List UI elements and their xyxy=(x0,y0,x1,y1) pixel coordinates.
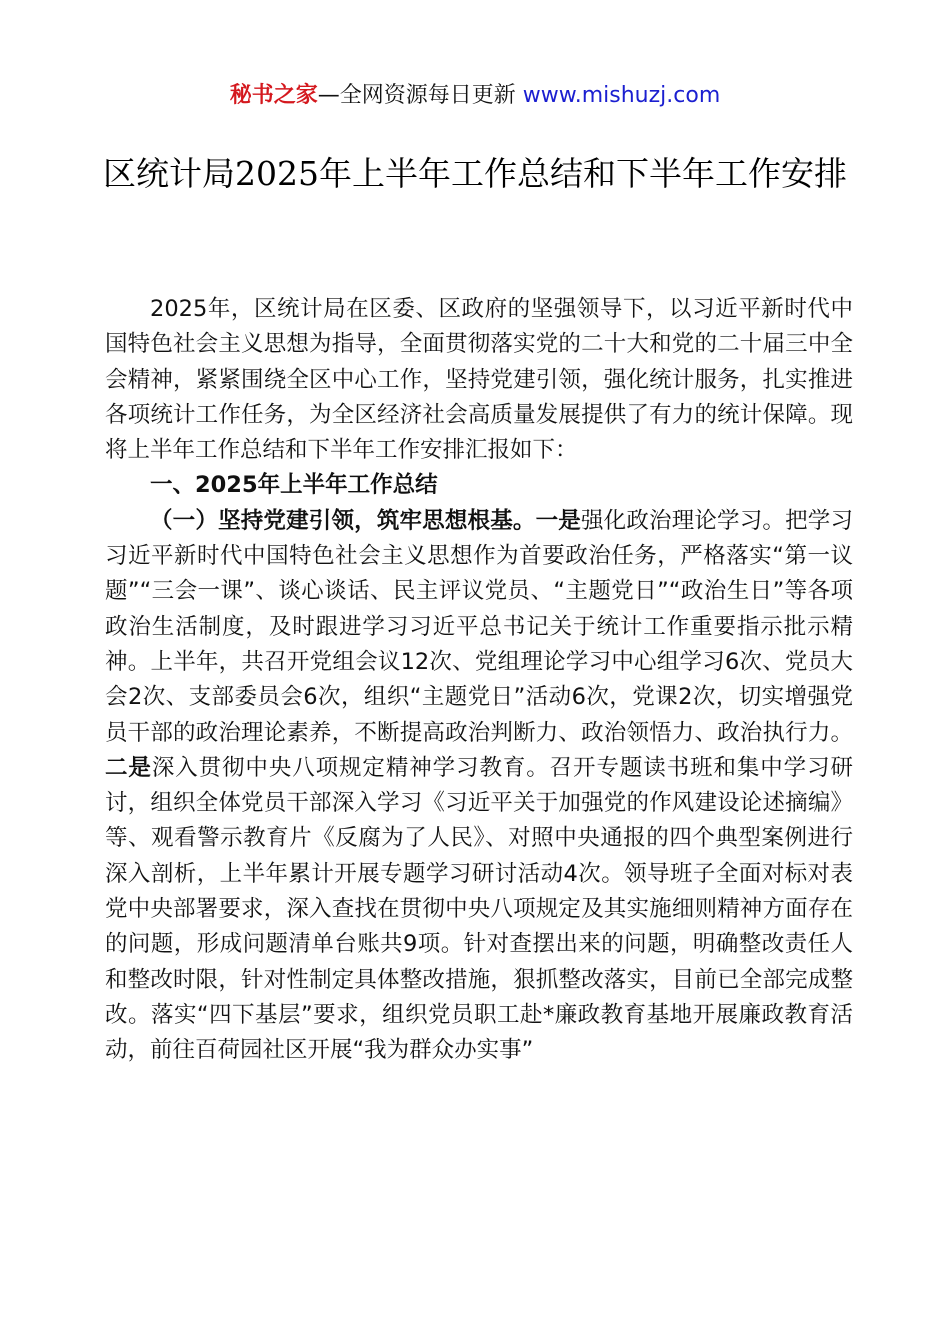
section-heading: 一、2025年上半年工作总结 xyxy=(150,472,438,499)
item-paragraph xyxy=(105,504,853,1069)
first-point-text: 强化政治理论学习。把学习习近平新时代中国特色社会主义思想作为首要政治任务，严格落实“第一议题”“三会一课”、谈心谈话、民主评议党员、“主题党日”“政治生日”等各项政治生活制度，及时跟进学习习近平总书记关于统计工作重要指示批示精神。上半年，共召开党组会议12次、党组理论学习中心组学习6次、党员大会2次、支部委员会6次，组织“主题党日”活动6次，党课2次，切实增强党员干部的政治理论素养，不断提高政治判断力、政治领悟力、政治执行力。 xyxy=(105,507,853,746)
site-tagline: —全网资源每日更新 xyxy=(317,83,523,108)
item-heading: （一）坚持党建引领，筑牢思想根基。 xyxy=(150,507,536,534)
brand-name: 秘书之家 xyxy=(229,83,318,108)
site-url-link[interactable]: www.mishuzj.com xyxy=(522,83,721,108)
site-header xyxy=(0,80,950,112)
first-point-marker: 一是 xyxy=(535,507,581,534)
document-body xyxy=(105,292,853,1069)
second-point-marker: 二是 xyxy=(105,754,152,781)
second-point-text: 深入贯彻中央八项规定精神学习教育。召开专题读书班和集中学习研讨，组织全体党员干部深入学习《习近平关于加强党的作风建设论述摘编》等、观看警示教育片《反腐为了人民》、对照中央通报的四个典型案例进行深入剖析，上半年累计开展专题学习研讨活动4次。领导班子全面对标对表党中央部署要求，深入查找在贯彻中央八项规定及其实施细则精神方面存在的问题，形成问题清单台账共9项。针对查摆出来的问题，明确整改责任人和整改时限，针对性制定具体整改措施，狠抓整改落实，目前已全部完成整改。落实“四下基层”要求，组织党员职工赴*廉政教育基地开展廉政教育活动，前往百荷园社区开展“我为群众办实事” xyxy=(105,754,853,1064)
document-title: 区统计局2025年上半年工作总结和下半年工作安排 xyxy=(103,154,847,193)
intro-paragraph: 2025年，区统计局在区委、区政府的坚强领导下，以习近平新时代中国特色社会主义思想为指导，全面贯彻落实党的二十大和党的二十届三中全会精神，紧紧围绕全区中心工作，坚持党建引领，强化统计服务，扎实推进各项统计工作任务，为全区经济社会高质量发展提供了有力的统计保障。现将上半年工作总结和下半年工作安排汇报如下： xyxy=(105,296,853,464)
